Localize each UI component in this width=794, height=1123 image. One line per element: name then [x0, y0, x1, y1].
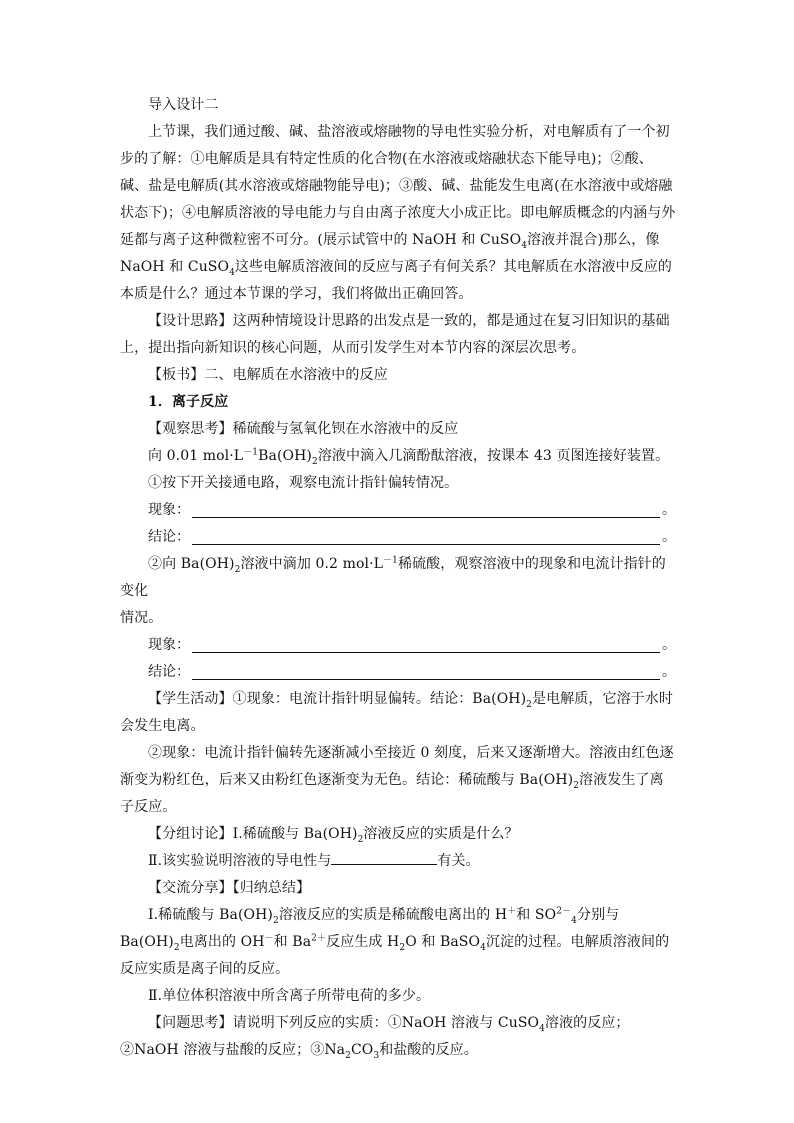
- observe-heading: 【观察思考】稀硫酸与氢氧化钡在水溶液中的反应: [148, 421, 459, 437]
- board-heading: 【板书】二、电解质在水溶液中的反应: [148, 367, 388, 383]
- group-discussion-q2: Ⅱ.该实验说明溶液的导电性与 有关。: [120, 848, 676, 875]
- question-think-paragraph: 【问题思考】请说明下列反应的实质：①NaOH 溶液与 CuSO$_4$溶液的反应；②NaOH 溶液与盐酸的反应；$③Na_2CO_3$和盐酸的反应。: [120, 1015, 630, 1061]
- share-answer-2: Ⅱ.单位体积溶液中所含离子所带电荷的多少。: [148, 988, 431, 1004]
- section-heading: 导入设计二: [148, 97, 219, 113]
- design-idea-paragraph: 【设计思路】这两种情境设计思路的出发点是一致的，都是通过在复习旧知识的基础上，提出指向新知识的核心问题，从而引发学生对本节内容的深层次思考。: [120, 313, 670, 356]
- answer-blank[interactable]: [192, 499, 660, 518]
- group-discussion-q1: 【分组讨论】Ⅰ.稀硫酸与 $Ba(OH)_2$溶液反应的实质是什么？: [148, 826, 519, 845]
- intro-paragraph: 上节课，我们通过酸、碱、盐溶液或熔融物的导电性实验分析，对电解质有了一个初步的了解：①电解质是具有特定性质的化合物(在水溶液或熔融状态下能导电)；②酸、碱、盐是电解质(其水溶液或熔融物能导电)；③酸、碱、盐能发生电离(在水溶液中或熔融状态下)；④电解质溶液的导电能力与自由离子浓度大小成正比。即电解质概念的内涵与外延都与离子这种微粒密不可分。(展示试管中的 NaOH 和 CuSO$_4$溶液并混合)那么，像 NaOH 和 CuSO$_4$这些电解质溶液间的反应与离子有何关系？其电解质在水溶液中反应的本质是什么？通过本节课的学习，我们将做出正确回答。: [120, 124, 676, 302]
- observe-setup: 向 0.01 $mol\cdot L^{-1}Ba(OH)_2$溶液中滴入几滴酚酞溶液，按课本 43 页图连接好装置。: [148, 447, 670, 467]
- student-activity-paragraph-2: ②现象：电流计指针偏转先逐渐减小至接近 0 刻度，后来又逐渐增大。溶液由红色逐渐变为粉红色，后来又由粉红色逐渐变为无色。结论：稀硫酸与 $Ba(OH)_2$溶液发生了离子反应。: [120, 745, 674, 815]
- share-answer-1: Ⅰ.稀硫酸与 $Ba(OH)_2$溶液反应的实质是稀硫酸电离出的 H＋和 $SO^{2-}_4$分别与 $Ba(OH)_2$电离出的 OH－和 $Ba^{2+}$反应生成 $H_2O$ 和 BaSO$_4$沉淀的过程。电解质溶液间的反应实质是离子间的反应。: [120, 906, 670, 977]
- conclusion-fill-row-1: 结论： 。: [148, 524, 676, 551]
- ion-reaction-heading: 1．离子反应: [148, 394, 229, 410]
- student-activity-paragraph: 【学生活动】①现象：电流计指针明显偏转。结论：$Ba(OH)_2$是电解质，它溶于水时会发生电离。: [120, 691, 673, 734]
- phenomenon-fill-row-2: 现象： 。: [148, 632, 676, 659]
- design-tag: 【设计思路】: [148, 313, 233, 329]
- share-heading: 【交流分享】【归纳总结】: [148, 880, 311, 896]
- document-page: [120, 92, 676, 1064]
- observe-step2: ②向 $Ba(OH)_2$溶液中滴加 0.2 $mol\cdot L^{-1}$稀硫酸，观察溶液中的现象和电流计指针的变化: [120, 555, 666, 599]
- answer-blank[interactable]: [192, 661, 660, 680]
- answer-blank[interactable]: [331, 850, 437, 865]
- observe-step2-cont: 情况。: [120, 610, 163, 626]
- phenomenon-fill-row-1: 现象： 。: [148, 497, 676, 524]
- answer-blank[interactable]: [192, 526, 660, 545]
- conclusion-fill-row-2: 结论： 。: [148, 659, 676, 686]
- answer-blank[interactable]: [192, 634, 660, 653]
- observe-step1: ①按下开关接通电路，观察电流计指针偏转情况。: [148, 475, 459, 491]
